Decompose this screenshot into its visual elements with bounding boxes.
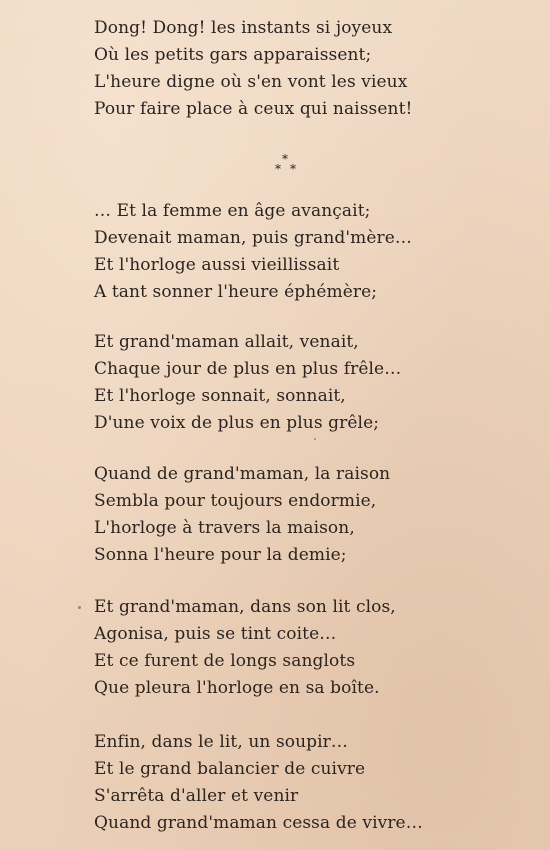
- stanza-3: [94, 329, 401, 437]
- asterism-star: *: [290, 162, 296, 176]
- verse-line: Agonisa, puis se tint coite…: [94, 624, 337, 644]
- verse-line: Sonna l'heure pour la demie;: [94, 545, 347, 565]
- verse-line: Et grand'maman allait, venait,: [94, 332, 359, 352]
- verse-line: A tant sonner l'heure éphémère;: [94, 282, 378, 302]
- verse-line: Dong! Dong! les instants si joyeux: [94, 18, 393, 38]
- asterism-star: *: [282, 152, 288, 166]
- verse-line: Chaque jour de plus en plus frêle…: [94, 359, 402, 379]
- stanza-6: [94, 729, 423, 837]
- stanza-1: [94, 15, 412, 123]
- verse-line: Devenait maman, puis grand'mère…: [94, 228, 412, 248]
- verse-line: S'arrêta d'aller et venir: [94, 786, 299, 806]
- stanza-5: [94, 594, 396, 702]
- verse-line: Et l'horloge aussi vieillissait: [94, 255, 340, 275]
- verse-line: Où les petits gars apparaissent;: [94, 45, 372, 65]
- stanza-4: [94, 461, 390, 569]
- verse-line: Sembla pour toujours endormie,: [94, 491, 377, 511]
- verse-line: Quand grand'maman cessa de vivre…: [94, 813, 423, 833]
- verse-line: Pour faire place à ceux qui naissent!: [94, 99, 413, 119]
- paper-speck: [78, 606, 81, 609]
- verse-line: … Et la femme en âge avançait;: [94, 201, 371, 221]
- verse-line: Quand de grand'maman, la raison: [94, 464, 391, 484]
- verse-line: Et l'horloge sonnait, sonnait,: [94, 386, 346, 406]
- verse-line: Que pleura l'horloge en sa boîte.: [94, 678, 380, 698]
- verse-line: Et ce furent de longs sanglots: [94, 651, 356, 671]
- asterism-star: *: [275, 162, 281, 176]
- paper-speck: [314, 438, 316, 440]
- verse-line: Enfin, dans le lit, un soupir…: [94, 732, 349, 752]
- verse-line: D'une voix de plus en plus grêle;: [94, 413, 380, 433]
- stanza-2: [94, 198, 412, 306]
- verse-line: Et le grand balancier de cuivre: [94, 759, 366, 779]
- verse-line: Et grand'maman, dans son lit clos,: [94, 597, 396, 617]
- verse-line: L'heure digne où s'en vont les vieux: [94, 72, 408, 92]
- verse-line: L'horloge à travers la maison,: [94, 518, 355, 538]
- asterism-separator: [271, 152, 301, 178]
